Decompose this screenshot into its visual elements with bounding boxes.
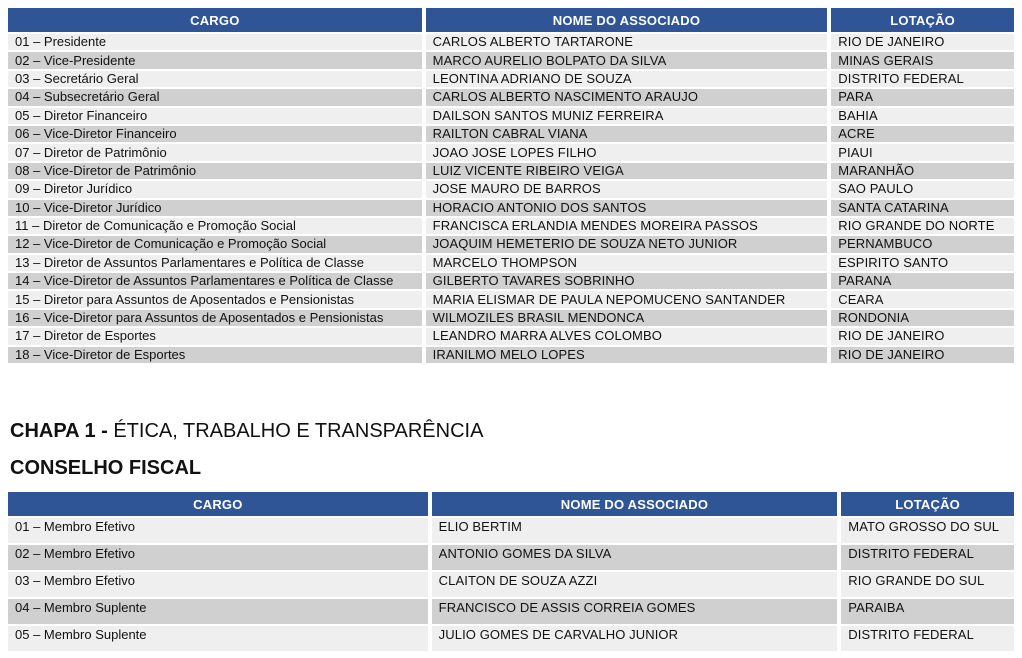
nome-cell: LEANDRO MARRA ALVES COLOMBO [426,328,828,344]
nome-cell: HORACIO ANTONIO DOS SANTOS [426,200,828,216]
table-row [8,181,1014,197]
table-row [8,71,1014,87]
column-header-nome: NOME DO ASSOCIADO [432,492,838,516]
column-header-lotacao: LOTAÇÃO [831,8,1014,32]
cargo-cell: 16 – Vice-Diretor para Assuntos de Aposentados e Pensionistas [8,310,422,326]
lotacao-cell: RIO DE JANEIRO [831,328,1014,344]
lotacao-cell: RONDONIA [831,310,1014,326]
lotacao-cell: DISTRITO FEDERAL [841,545,1014,570]
cargo-cell: 04 – Membro Suplente [8,599,428,624]
cargo-cell: 08 – Vice-Diretor de Patrimônio [8,163,422,179]
table-row [8,126,1014,142]
conselho-fiscal-table-body [8,518,1014,651]
cargo-cell: 03 – Secretário Geral [8,71,422,87]
cargo-cell: 04 – Subsecretário Geral [8,89,422,105]
diretoria-table [4,6,1018,365]
conselho-fiscal-table [4,490,1018,653]
column-header-lotacao: LOTAÇÃO [841,492,1014,516]
nome-cell: ELIO BERTIM [432,518,838,543]
conselho-fiscal-heading: CONSELHO FISCAL [10,457,202,479]
column-header-cargo: CARGO [8,8,422,32]
nome-cell: CARLOS ALBERTO NASCIMENTO ARAUJO [426,89,828,105]
lotacao-cell: MARANHÃO [831,163,1014,179]
nome-cell: MARCELO THOMPSON [426,255,828,271]
cargo-cell: 17 – Diretor de Esportes [8,328,422,344]
table-row [8,200,1014,216]
lotacao-cell: PARA [831,89,1014,105]
lotacao-cell: RIO GRANDE DO NORTE [831,218,1014,234]
lotacao-cell: ACRE [831,126,1014,142]
table-row [8,310,1014,326]
cargo-cell: 03 – Membro Efetivo [8,572,428,597]
nome-cell: CLAITON DE SOUZA AZZI [432,572,838,597]
table-row [8,52,1014,68]
nome-cell: LEONTINA ADRIANO DE SOUZA [426,71,828,87]
lotacao-cell: RIO DE JANEIRO [831,347,1014,363]
lotacao-cell: PIAUI [831,144,1014,160]
table-row [8,328,1014,344]
cargo-cell: 01 – Membro Efetivo [8,518,428,543]
table-row [8,163,1014,179]
cargo-cell: 01 – Presidente [8,34,422,50]
lotacao-cell: ESPIRITO SANTO [831,255,1014,271]
lotacao-cell: BAHIA [831,108,1014,124]
lotacao-cell: SAO PAULO [831,181,1014,197]
table-row [8,34,1014,50]
table-header-row [8,492,1014,516]
lotacao-cell: MATO GROSSO DO SUL [841,518,1014,543]
nome-cell: LUIZ VICENTE RIBEIRO VEIGA [426,163,828,179]
cargo-cell: 10 – Vice-Diretor Jurídico [8,200,422,216]
cargo-cell: 14 – Vice-Diretor de Assuntos Parlamentares e Política de Classe [8,273,422,289]
column-header-nome: NOME DO ASSOCIADO [426,8,828,32]
cargo-cell: 05 – Membro Suplente [8,626,428,651]
table-row [8,255,1014,271]
lotacao-cell: PARANA [831,273,1014,289]
table-row [8,236,1014,252]
nome-cell: JOAO JOSE LOPES FILHO [426,144,828,160]
cargo-cell: 02 – Membro Efetivo [8,545,428,570]
cargo-cell: 07 – Diretor de Patrimônio [8,144,422,160]
diretoria-table-body [8,34,1014,363]
lotacao-cell: CEARA [831,291,1014,307]
table-row [8,626,1014,651]
lotacao-cell: DISTRITO FEDERAL [841,626,1014,651]
nome-cell: FRANCISCO DE ASSIS CORREIA GOMES [432,599,838,624]
table-header-row [8,8,1014,32]
cargo-cell: 12 – Vice-Diretor de Comunicação e Promoção Social [8,236,422,252]
nome-cell: CARLOS ALBERTO TARTARONE [426,34,828,50]
cargo-cell: 18 – Vice-Diretor de Esportes [8,347,422,363]
table-row [8,144,1014,160]
table-row [8,545,1014,570]
cargo-cell: 02 – Vice-Presidente [8,52,422,68]
lotacao-cell: RIO GRANDE DO SUL [841,572,1014,597]
cargo-cell: 06 – Vice-Diretor Financeiro [8,126,422,142]
nome-cell: WILMOZILES BRASIL MENDONCA [426,310,828,326]
nome-cell: RAILTON CABRAL VIANA [426,126,828,142]
nome-cell: JOAQUIM HEMETERIO DE SOUZA NETO JUNIOR [426,236,828,252]
lotacao-cell: PARAIBA [841,599,1014,624]
table-row [8,599,1014,624]
table-row [8,291,1014,307]
chapa-label: CHAPA 1 - [10,420,114,442]
table-row [8,89,1014,105]
lotacao-cell: SANTA CATARINA [831,200,1014,216]
lotacao-cell: DISTRITO FEDERAL [831,71,1014,87]
nome-cell: JULIO GOMES DE CARVALHO JUNIOR [432,626,838,651]
lotacao-cell: PERNAMBUCO [831,236,1014,252]
nome-cell: ANTONIO GOMES DA SILVA [432,545,838,570]
table-row [8,347,1014,363]
nome-cell: FRANCISCA ERLANDIA MENDES MOREIRA PASSOS [426,218,828,234]
table-row [8,572,1014,597]
lotacao-cell: RIO DE JANEIRO [831,34,1014,50]
lotacao-cell: MINAS GERAIS [831,52,1014,68]
chapa-name: ÉTICA, TRABALHO E TRANSPARÊNCIA [113,420,484,442]
nome-cell: GILBERTO TAVARES SOBRINHO [426,273,828,289]
nome-cell: MARIA ELISMAR DE PAULA NEPOMUCENO SANTANDER [426,291,828,307]
table-row [8,218,1014,234]
chapa-heading [10,420,483,443]
table-row [8,108,1014,124]
column-header-cargo: CARGO [8,492,428,516]
nome-cell: IRANILMO MELO LOPES [426,347,828,363]
nome-cell: JOSE MAURO DE BARROS [426,181,828,197]
cargo-cell: 05 – Diretor Financeiro [8,108,422,124]
cargo-cell: 09 – Diretor Jurídico [8,181,422,197]
cargo-cell: 13 – Diretor de Assuntos Parlamentares e Política de Classe [8,255,422,271]
table-row [8,518,1014,543]
nome-cell: MARCO AURELIO BOLPATO DA SILVA [426,52,828,68]
cargo-cell: 15 – Diretor para Assuntos de Aposentados e Pensionistas [8,291,422,307]
nome-cell: DAILSON SANTOS MUNIZ FERREIRA [426,108,828,124]
cargo-cell: 11 – Diretor de Comunicação e Promoção Social [8,218,422,234]
table-row [8,273,1014,289]
